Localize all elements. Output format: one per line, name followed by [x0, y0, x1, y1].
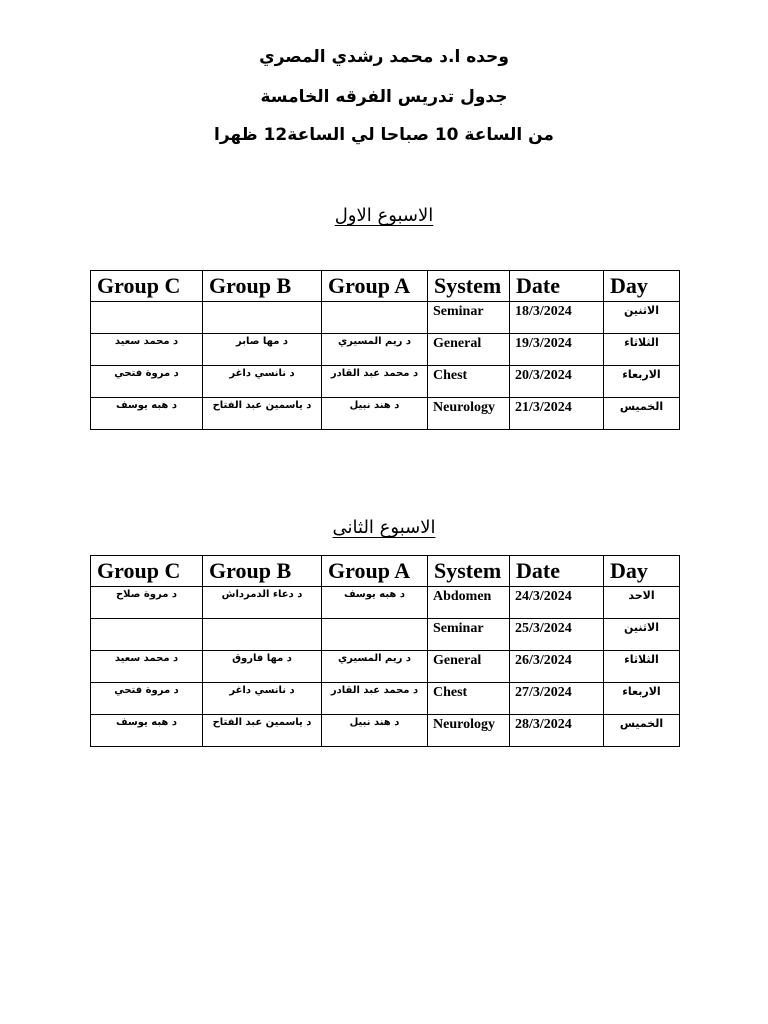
week1-table — [90, 270, 680, 430]
cell-date: 18/3/2024 — [510, 302, 604, 334]
cell-system: Chest — [428, 683, 510, 715]
cell-system: Seminar — [428, 302, 510, 334]
week2-table — [90, 555, 680, 747]
cell-group-b: د دعاء الدمرداش — [203, 587, 322, 619]
schedule-title: جدول تدريس الفرقه الخامسة — [260, 87, 508, 107]
cell-group-c: د هبه يوسف — [91, 715, 203, 747]
column-header-day: Day — [604, 556, 680, 587]
cell-group-a: د ريم المسيري — [322, 651, 428, 683]
cell-date: 19/3/2024 — [510, 334, 604, 366]
table-row — [91, 366, 680, 398]
cell-group-b: د نانسي داغر — [203, 366, 322, 398]
cell-group-a — [322, 619, 428, 651]
cell-date: 20/3/2024 — [510, 366, 604, 398]
column-header-group-b: Group B — [203, 271, 322, 302]
cell-day: الاثنين — [604, 619, 680, 651]
cell-group-c: د مروة فتحي — [91, 683, 203, 715]
cell-day: الثلاثاء — [604, 651, 680, 683]
cell-group-c: د محمد سعيد — [91, 651, 203, 683]
column-header-group-c: Group C — [91, 271, 203, 302]
column-header-group-c: Group C — [91, 556, 203, 587]
cell-system: Neurology — [428, 715, 510, 747]
cell-group-a — [322, 302, 428, 334]
cell-day: الخميس — [604, 715, 680, 747]
cell-system: General — [428, 334, 510, 366]
cell-group-c: د هبه يوسف — [91, 398, 203, 430]
column-header-group-b: Group B — [203, 556, 322, 587]
column-header-system: System — [428, 271, 510, 302]
cell-group-a: د هند نبيل — [322, 398, 428, 430]
week2-title: الاسبوع الثانى — [332, 517, 436, 538]
cell-group-b — [203, 619, 322, 651]
cell-day: الاثنين — [604, 302, 680, 334]
cell-system: General — [428, 651, 510, 683]
unit-title: وحده ا.د محمد رشدي المصري — [259, 47, 509, 67]
cell-day: الاربعاء — [604, 366, 680, 398]
cell-group-c — [91, 302, 203, 334]
cell-group-b: د مها صابر — [203, 334, 322, 366]
column-header-day: Day — [604, 271, 680, 302]
cell-group-b — [203, 302, 322, 334]
cell-group-c: د مروة صلاح — [91, 587, 203, 619]
column-header-group-a: Group A — [322, 271, 428, 302]
cell-group-a: د هند نبيل — [322, 715, 428, 747]
cell-group-b: د نانسي داغر — [203, 683, 322, 715]
cell-date: 21/3/2024 — [510, 398, 604, 430]
table-header-row — [91, 556, 680, 587]
cell-system: Chest — [428, 366, 510, 398]
cell-group-a: د ريم المسيري — [322, 334, 428, 366]
cell-group-a: د هبه يوسف — [322, 587, 428, 619]
cell-date: 24/3/2024 — [510, 587, 604, 619]
column-header-system: System — [428, 556, 510, 587]
cell-day: الاربعاء — [604, 683, 680, 715]
table-row — [91, 619, 680, 651]
cell-group-b: د ياسمين عبد الفتاح — [203, 398, 322, 430]
column-header-group-a: Group A — [322, 556, 428, 587]
table-row — [91, 683, 680, 715]
table-row — [91, 334, 680, 366]
cell-group-c: د محمد سعيد — [91, 334, 203, 366]
table-row — [91, 715, 680, 747]
schedule-time: من الساعة 10 صباحا لي الساعة12 ظهرا — [214, 125, 554, 145]
table-row — [91, 302, 680, 334]
cell-system: Seminar — [428, 619, 510, 651]
cell-group-a: د محمد عبد القادر — [322, 683, 428, 715]
week1-title: الاسبوع الاول — [334, 205, 434, 226]
table-row — [91, 651, 680, 683]
cell-date: 28/3/2024 — [510, 715, 604, 747]
column-header-date: Date — [510, 271, 604, 302]
cell-system: Abdomen — [428, 587, 510, 619]
cell-day: الاحد — [604, 587, 680, 619]
cell-group-a: د محمد عبد القادر — [322, 366, 428, 398]
cell-day: الخميس — [604, 398, 680, 430]
cell-date: 25/3/2024 — [510, 619, 604, 651]
cell-day: الثلاثاء — [604, 334, 680, 366]
cell-group-b: د ياسمين عبد الفتاح — [203, 715, 322, 747]
cell-group-c — [91, 619, 203, 651]
cell-date: 26/3/2024 — [510, 651, 604, 683]
table-row — [91, 587, 680, 619]
table-row — [91, 398, 680, 430]
cell-system: Neurology — [428, 398, 510, 430]
column-header-date: Date — [510, 556, 604, 587]
cell-date: 27/3/2024 — [510, 683, 604, 715]
table-header-row — [91, 271, 680, 302]
cell-group-b: د مها فاروق — [203, 651, 322, 683]
cell-group-c: د مروة فتحي — [91, 366, 203, 398]
